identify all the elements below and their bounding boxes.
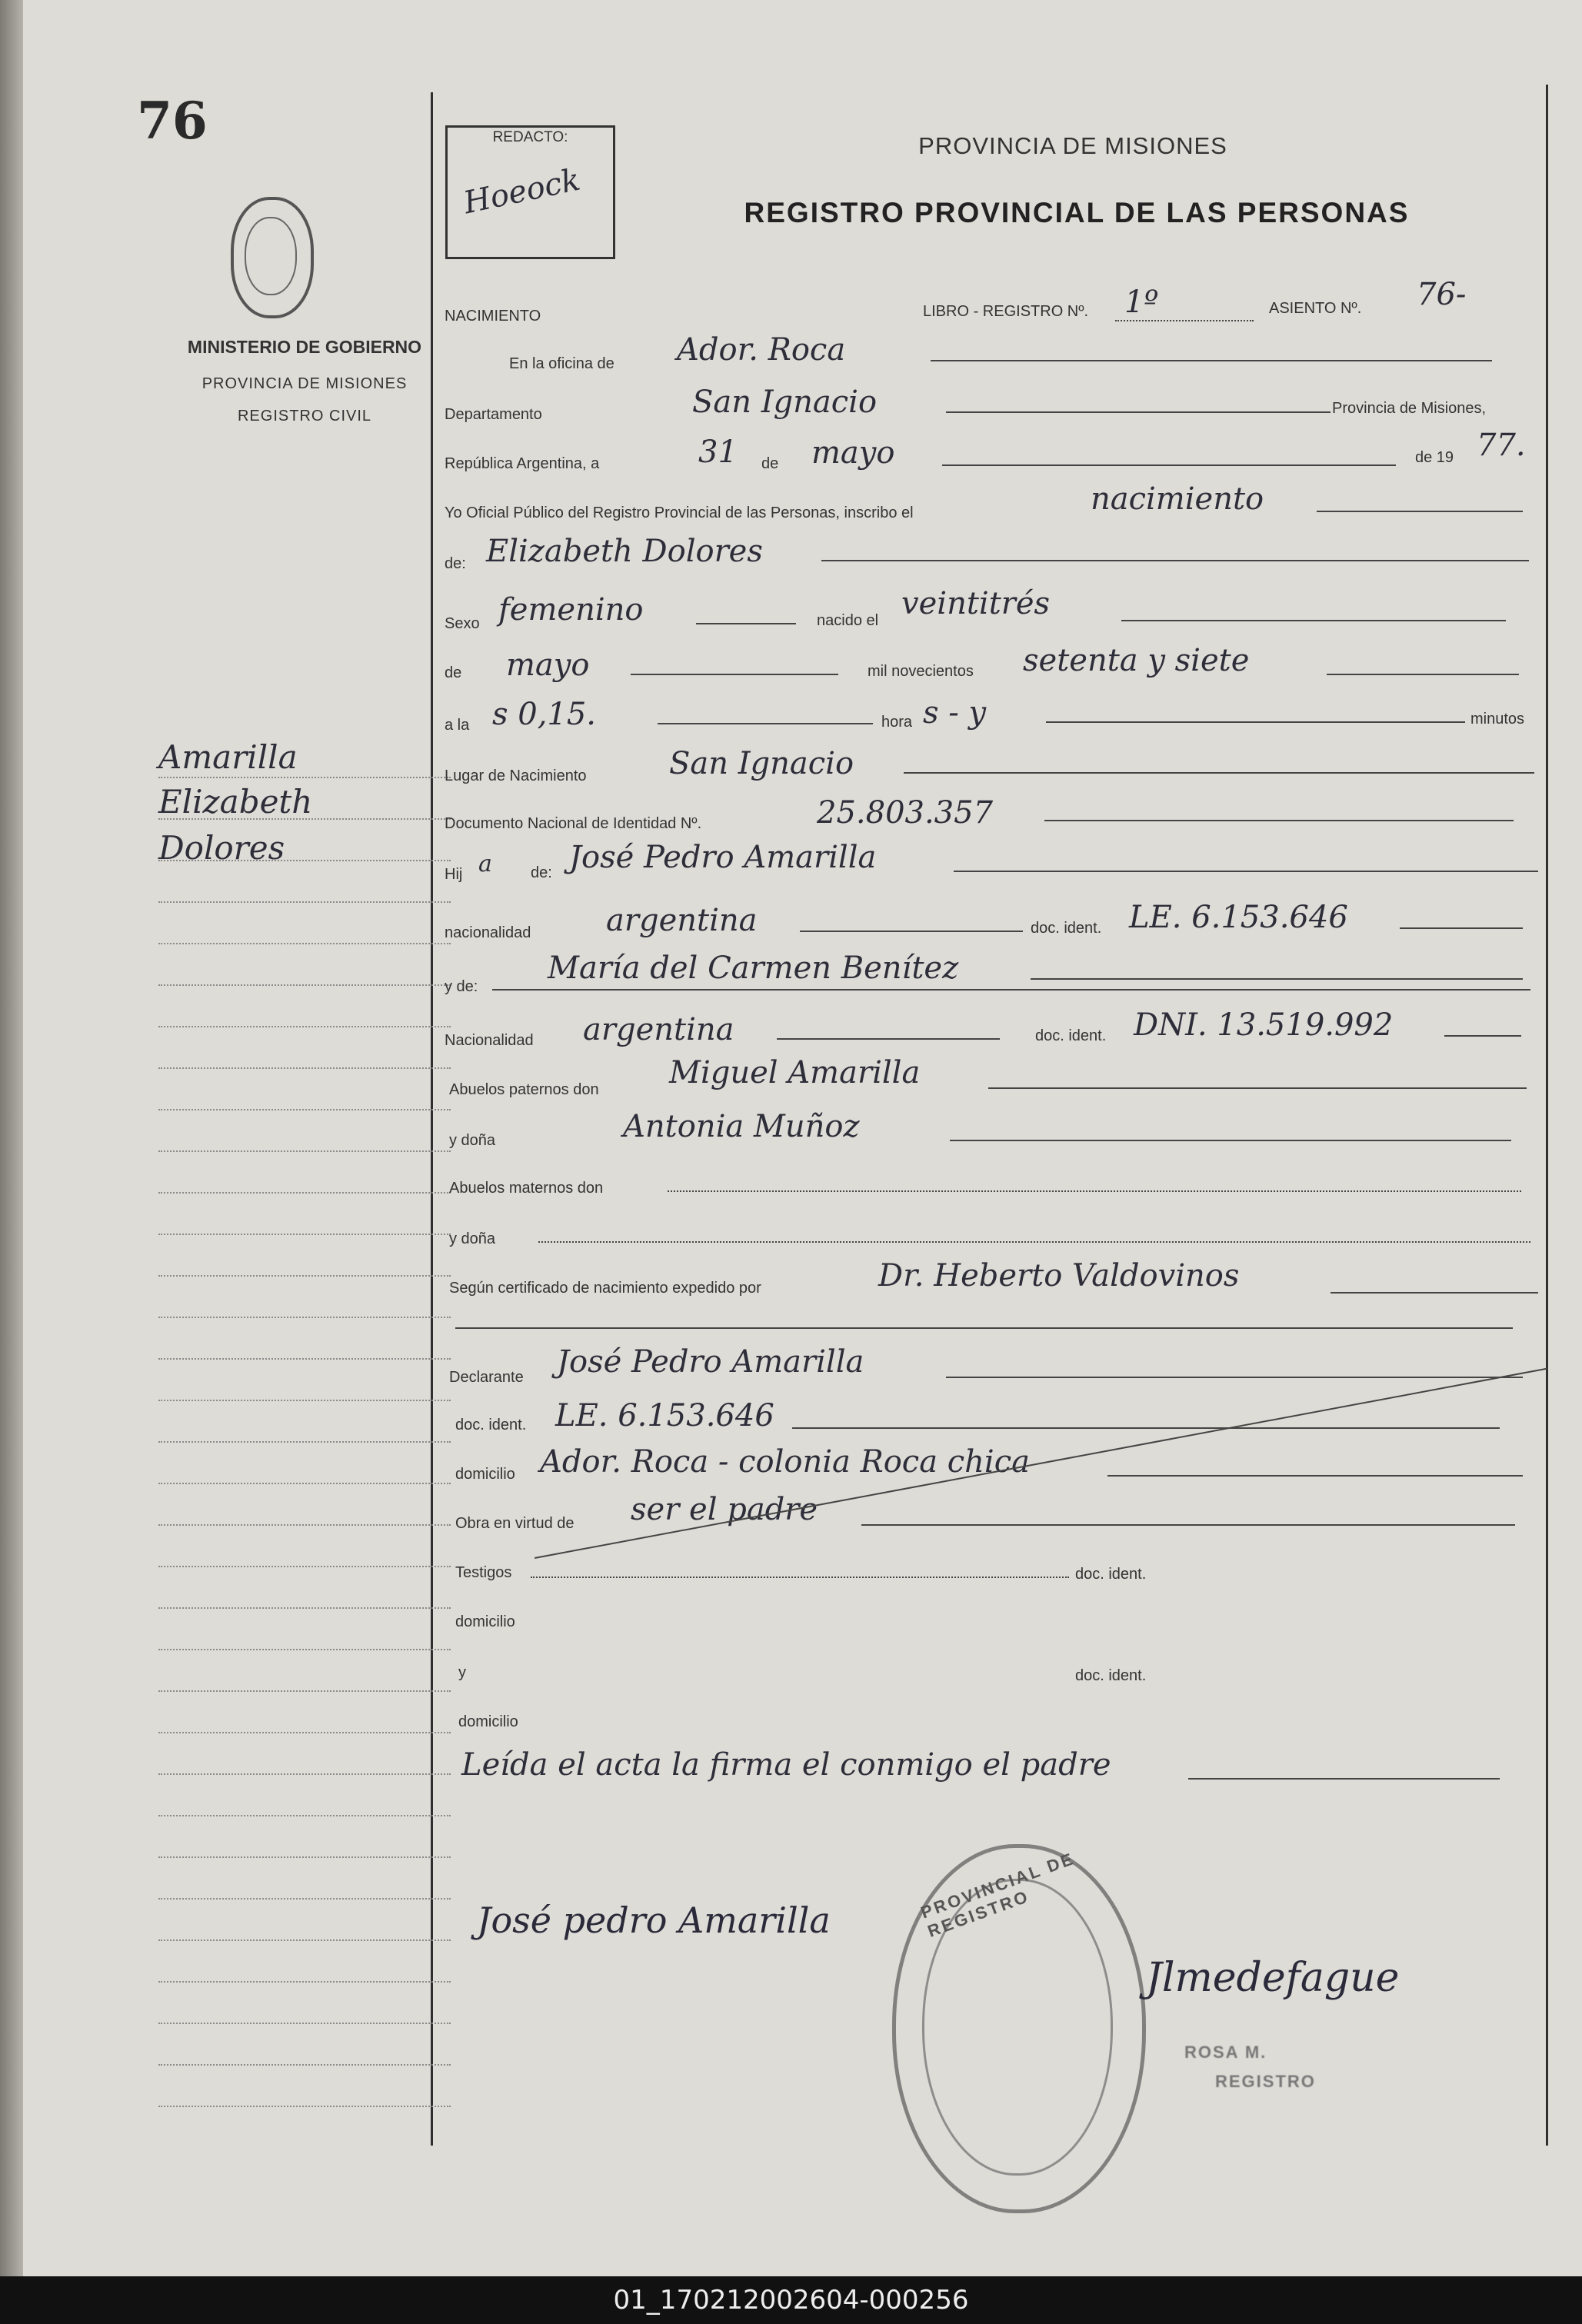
- y-label: y: [458, 1664, 466, 1681]
- hora-line: [658, 723, 873, 724]
- doc-ident4-label: doc. ident.: [1075, 1566, 1147, 1583]
- image-caption: 01_170212002604-000256: [0, 2276, 1582, 2324]
- declarante-line: [946, 1377, 1523, 1378]
- y-dona2-label: y doña: [449, 1230, 496, 1247]
- sexo-line: [696, 623, 796, 624]
- redacto-signature: Hoeock: [460, 161, 584, 221]
- declarante-value: José Pedro Amarilla: [557, 1344, 864, 1380]
- abuelo-pat-value: Miguel Amarilla: [669, 1055, 921, 1090]
- abuelos-pat-label: Abuelos paternos don: [449, 1081, 599, 1098]
- doc-padre-value: LE. 6.153.646: [1129, 900, 1348, 935]
- doc-padre-line: [1400, 927, 1523, 929]
- anio-label: de 19: [1415, 449, 1454, 466]
- nacido-value: veintitrés: [901, 586, 1051, 621]
- nacionalidad-label: nacionalidad: [445, 924, 531, 941]
- certificado-line: [1331, 1292, 1538, 1294]
- act-type-label: NACIMIENTO: [445, 308, 541, 325]
- obra-value: ser el padre: [631, 1492, 818, 1527]
- oficina-line: [931, 360, 1492, 361]
- abuela-pat-line: [950, 1140, 1511, 1141]
- dia-value: 31: [698, 435, 738, 470]
- hora-value: s 0,15.: [492, 697, 597, 732]
- doc-madre-line: [1444, 1035, 1521, 1037]
- doc-ident3-label: doc. ident.: [455, 1417, 527, 1433]
- inscribo-value: nacimiento: [1091, 481, 1264, 517]
- abuelos-mat-line: [668, 1190, 1521, 1192]
- libro-line: [1115, 320, 1254, 321]
- oficial-line: [1317, 511, 1523, 512]
- nac-padre-line: [800, 931, 1023, 932]
- abuela-mat-line: [538, 1241, 1530, 1243]
- ministry-province: PROVINCIA DE MISIONES: [201, 375, 408, 392]
- oficina-label: En la oficina de: [509, 355, 614, 372]
- padre-line: [954, 871, 1538, 872]
- anio-value: 77.: [1477, 428, 1526, 463]
- testigos-label: Testigos: [455, 1564, 512, 1581]
- doc-ident5-label: doc. ident.: [1075, 1667, 1147, 1684]
- hora-label: hora: [881, 714, 913, 731]
- libro-value: 1º: [1124, 285, 1159, 320]
- nacionalidad2-label: Nacionalidad: [445, 1032, 534, 1049]
- testigos-line: [531, 1577, 1069, 1578]
- ministry-title: MINISTERIO DE GOBIERNO: [187, 337, 422, 357]
- nacido-label: nacido el: [817, 612, 879, 629]
- seal-text: PROVINCIAL DE REGISTRO: [918, 1848, 1077, 1941]
- obra-label: Obra en virtud de: [455, 1515, 575, 1532]
- doc-madre-value: DNI. 13.519.992: [1134, 1007, 1394, 1043]
- asiento-value: 76-: [1417, 277, 1467, 312]
- sexo-label: Sexo: [445, 615, 480, 632]
- doc-declarante-value: LE. 6.153.646: [555, 1398, 774, 1433]
- a-la-label: a la: [445, 717, 470, 734]
- nac-padre-value: argentina: [606, 903, 758, 938]
- fecha-line: [942, 464, 1396, 466]
- domicilio2-label: domicilio: [455, 1613, 515, 1630]
- certificado-line2: [455, 1327, 1513, 1329]
- domicilio-label: domicilio: [455, 1466, 515, 1483]
- nombre-line: [821, 560, 1529, 561]
- doc-ident-label: doc. ident.: [1031, 920, 1102, 937]
- padre-signature: José pedro Amarilla: [477, 1899, 831, 1941]
- domicilio-value: Ador. Roca - colonia Roca chica: [540, 1444, 1030, 1480]
- minutos-label: minutos: [1470, 711, 1525, 727]
- sexo-value: femenino: [498, 592, 644, 628]
- margin-note-name2: Dolores: [158, 829, 285, 867]
- doc-ident2-label: doc. ident.: [1035, 1027, 1107, 1044]
- nac-madre-value: argentina: [583, 1012, 734, 1047]
- hijo-de-label: de:: [531, 864, 552, 881]
- certificado-label: Según certificado de nacimiento expedido por: [449, 1280, 761, 1297]
- margin-note-name1: Elizabeth: [158, 783, 313, 821]
- margin-rule: [431, 92, 433, 2146]
- doc-declarante-line: [792, 1427, 1500, 1429]
- stamp-line1: ROSA M.: [1184, 2043, 1267, 2062]
- abuelos-mat-label: Abuelos maternos don: [449, 1180, 604, 1197]
- certificado-value: Dr. Heberto Valdovinos: [878, 1258, 1240, 1294]
- departamento-line: [946, 411, 1331, 413]
- header-title: REGISTRO PROVINCIAL DE LAS PERSONAS: [744, 197, 1410, 228]
- y-de-label: y de:: [445, 978, 478, 995]
- domicilio-line: [1107, 1475, 1523, 1477]
- declarante-label: Declarante: [449, 1369, 524, 1386]
- mes-nac-value: mayo: [506, 648, 590, 683]
- madre-value: María del Carmen Benítez: [548, 951, 959, 986]
- padre-value: José Pedro Amarilla: [569, 840, 877, 875]
- right-rule: [1546, 85, 1548, 2146]
- mes-value: mayo: [811, 435, 895, 471]
- ministry-seal-icon: [231, 197, 314, 318]
- lugar-value: San Ignacio: [669, 746, 854, 781]
- de2-label: de: [445, 664, 462, 681]
- oficial-signature: Jlmedefague: [1146, 1955, 1400, 2001]
- cierre-line: [1188, 1778, 1500, 1780]
- libro-label: LIBRO - REGISTRO Nº.: [923, 303, 1089, 320]
- ministry-registry: REGISTRO CIVIL: [237, 408, 372, 425]
- redacto-label: REDACTO:: [492, 129, 568, 145]
- madre-underline: [492, 989, 1530, 991]
- margin-note-surname: Amarilla: [158, 738, 298, 776]
- obra-line: [861, 1524, 1515, 1526]
- republica-label: República Argentina, a: [445, 455, 600, 472]
- stamp-line2: REGISTRO: [1215, 2072, 1316, 2091]
- lugar-label: Lugar de Nacimiento: [445, 767, 587, 784]
- nombre-label: de:: [445, 555, 466, 572]
- oficina-value: Ador. Roca: [677, 332, 846, 368]
- redacto-box: [445, 125, 615, 259]
- hijo-suffix: a: [478, 851, 492, 877]
- header-province: PROVINCIA DE MISIONES: [918, 132, 1227, 159]
- cierre-value: Leída el acta la firma el conmigo el padre: [461, 1747, 1111, 1783]
- hora2-value: s - y: [923, 695, 987, 731]
- dni-line: [1044, 820, 1514, 821]
- oficial-label: Yo Oficial Público del Registro Provincial de las Personas, inscribo el: [445, 504, 914, 521]
- departamento-label: Departamento: [445, 406, 542, 423]
- dni-value: 25.803.357: [817, 795, 994, 831]
- lugar-line: [904, 772, 1534, 774]
- dni-label: Documento Nacional de Identidad Nº.: [445, 815, 702, 832]
- domicilio3-label: domicilio: [458, 1713, 518, 1730]
- de-label: de: [761, 455, 779, 472]
- binding-edge: [0, 0, 23, 2276]
- page-number: 76: [137, 91, 208, 151]
- nombre-value: Elizabeth Dolores: [486, 534, 763, 569]
- nacido-line: [1121, 620, 1506, 621]
- abuelo-pat-line: [988, 1087, 1527, 1089]
- provincia-label: Provincia de Misiones,: [1332, 400, 1487, 417]
- asiento-label: ASIENTO Nº.: [1269, 300, 1362, 317]
- y-dona-label: y doña: [449, 1132, 496, 1149]
- anio-nac-value: setenta y siete: [1023, 643, 1250, 678]
- mil-label: mil novecientos: [868, 663, 974, 680]
- madre-line: [1031, 978, 1523, 980]
- hijo-label: Hij: [445, 866, 463, 883]
- anio-nac-line: [1327, 674, 1519, 675]
- nac-madre-line: [777, 1038, 1000, 1040]
- departamento-value: San Ignacio: [692, 385, 878, 420]
- abuela-pat-value: Antonia Muñoz: [623, 1109, 860, 1144]
- mes-nac-line: [631, 674, 838, 675]
- minutos-line: [1046, 721, 1465, 723]
